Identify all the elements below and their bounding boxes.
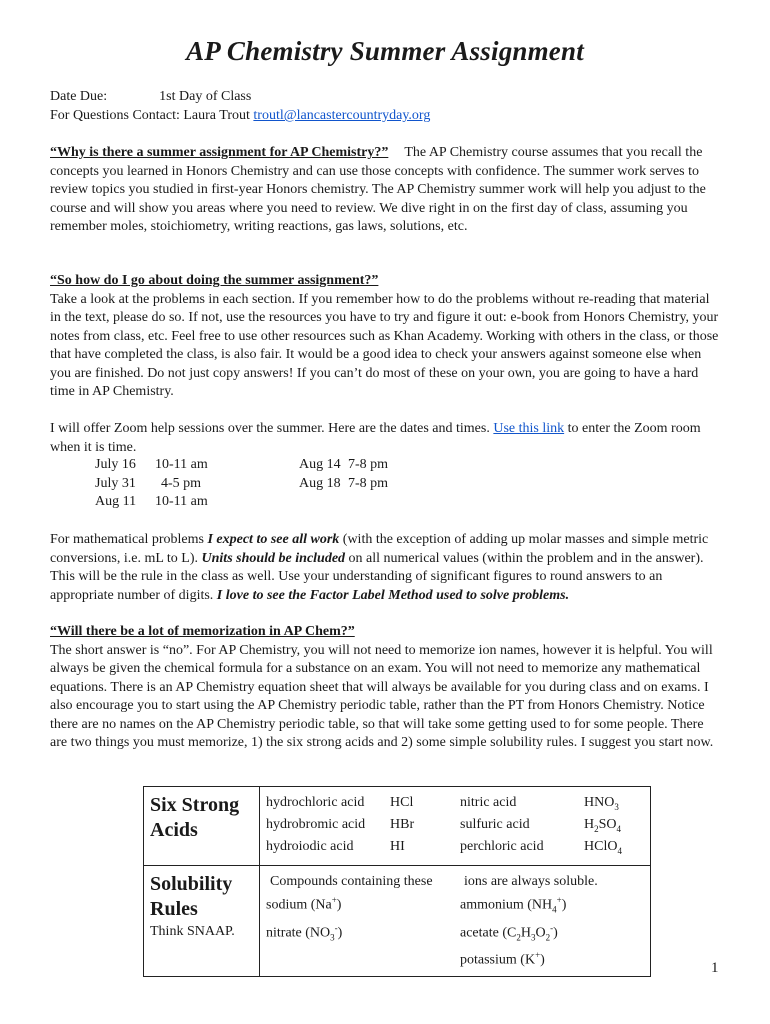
solubility-row	[144, 866, 651, 977]
acid-formula: $H_2SO_4$	[584, 816, 622, 834]
ion-nitrate: nitrate $(NO_3^-)$	[266, 922, 343, 943]
solubility-header: Solubility Rules	[150, 873, 233, 921]
session-time: 7-8 pm	[348, 457, 389, 472]
date-due-value: 1st Day of Class	[159, 89, 252, 104]
session-time: 10-11 am	[155, 494, 208, 509]
math-text: (with the exception of adding up molar masses and simple metric conversions, i.e. mL to L).	[50, 532, 709, 566]
session-time: 7-8 pm	[348, 476, 389, 491]
q2-paragraph	[50, 272, 722, 402]
memorization-table	[143, 786, 651, 977]
q3-body: The short answer is “no”. For AP Chemistry, you will not need to memorize ion names, however it is helpful. You will always be given the chemical formula for a substance on an exam. You will not need to memorize any mathematical equations. There is an AP Chemistry equation sheet that will always be available for you during class and on exams. I also encourage you to start using the AP Chemistry periodic table, rather than the PT from Honors Chemistry. Notice there are no names on the AP Chemistry periodic table, so that will take some getting used to for some people. There are two things you must memorize, 1) the six strong acids and 2) some simple solubility rules. I suggest you start now.	[50, 642, 714, 750]
contact-email-link[interactable]: troutl@lancastercountryday.org	[253, 108, 431, 123]
page-title: AP Chemistry Summer Assignment	[186, 36, 584, 66]
q1-heading: “Why is there a summer assignment for AP Chemistry?”	[50, 145, 389, 160]
session-date: Aug 18	[299, 476, 341, 491]
session-time: 10-11 am	[155, 457, 208, 472]
ion-ammonium: ammonium $(NH_4^+)$	[460, 895, 567, 915]
session-date: July 31	[95, 476, 136, 491]
acids-header: Six Strong Acids	[150, 794, 240, 841]
page-number: 1	[711, 960, 719, 976]
math-emphasis-units: Units should be included	[201, 550, 346, 566]
contact-label: For Questions Contact: Laura Trout	[50, 108, 250, 123]
acid-formula: HCl	[390, 795, 414, 810]
q1-body: The AP Chemistry course assumes that you recall the concepts you learned in Honors Chemistry and can use those concepts with confidence. The summer work serves to review topics you studied in first-year Honors chemistry. The AP Chemistry summer work will help you adjust to the course and will show you areas where you need to review. We dive right in on the first day of class, assuming you remember moles, stoichiometry, writing reactions, gas laws, solutions, etc.	[50, 145, 706, 234]
session-date: July 16	[95, 457, 136, 472]
acid-name: hydrobromic acid	[266, 816, 366, 832]
math-text: For mathematical problems	[50, 532, 208, 547]
acid-formula: HBr	[390, 816, 415, 832]
acid-name: hydroiodic acid	[266, 838, 354, 854]
acid-name: hydrochloric acid	[266, 795, 365, 810]
solubility-intro: Compounds containing these	[270, 874, 433, 890]
math-emphasis-work: I expect to see all work	[207, 532, 340, 547]
acid-row	[266, 816, 650, 838]
acid-formula: $HNO_3$	[584, 795, 619, 812]
solubility-intro: ions are always soluble.	[464, 874, 598, 890]
acid-formula: HI	[390, 838, 405, 854]
session-date: Aug 11	[95, 494, 137, 509]
ion-acetate: acetate $(C_2H_3O_2^-)$	[460, 922, 558, 943]
q1-paragraph	[50, 144, 722, 237]
acid-name: nitric acid	[460, 795, 517, 810]
acid-name: perchloric acid	[460, 838, 544, 854]
acid-name: sulfuric acid	[460, 816, 530, 832]
math-emphasis-factor-label: I love to see the Factor Label Method used to solve problems.	[216, 587, 570, 603]
acid-row	[266, 838, 650, 860]
ion-sodium: sodium (Na+)	[266, 895, 342, 914]
solubility-note: Think SNAAP.	[150, 924, 235, 940]
acid-formula: HClO$_4$	[584, 838, 622, 856]
q3-heading: “Will there be a lot of memorization in AP Chem?”	[50, 624, 355, 639]
acids-list	[260, 787, 650, 865]
solubility-list	[260, 866, 650, 976]
acids-row	[144, 787, 651, 866]
zoom-link[interactable]: Use this link	[493, 421, 565, 436]
math-text: on all numerical values (within the problem and in the answer). This will be the rule in the class as well. Use your understanding of significant figures to round answers to an appropriate number of digits.	[50, 550, 704, 603]
q3-paragraph	[50, 623, 722, 753]
zoom-text-before: I will offer Zoom help sessions over the summer. Here are the dates and times.	[50, 421, 494, 436]
acid-row	[266, 794, 650, 816]
math-paragraph	[50, 531, 722, 605]
zoom-paragraph	[50, 420, 722, 457]
session-date: Aug 14	[299, 457, 341, 472]
session-time: 4-5 pm	[161, 476, 202, 491]
ion-potassium: potassium (K+)	[460, 950, 545, 968]
date-due-line	[50, 89, 251, 105]
zoom-text-after: to enter the Zoom room when it is time.	[50, 421, 701, 455]
date-due-label: Date Due:	[50, 89, 108, 104]
q2-heading: “So how do I go about doing the summer assignment?”	[50, 273, 379, 288]
q2-body: Take a look at the problems in each section. If you remember how to do the problems without re-reading that material in the text, please do so. If not, use the resources you have to try and figure it out: e-book from Honors Chemistry, your notes from class, etc. Feel free to use other resources such as Khan Academy. Working with others in the class, or those that have completed the class, is also fair. It would be a good idea to check your answers against someone else when you are finished. Do not just copy answers! If you can’t do most of these on your own, you are going to have a hard time in AP Chemistry.	[50, 291, 719, 399]
contact-line	[50, 108, 430, 124]
